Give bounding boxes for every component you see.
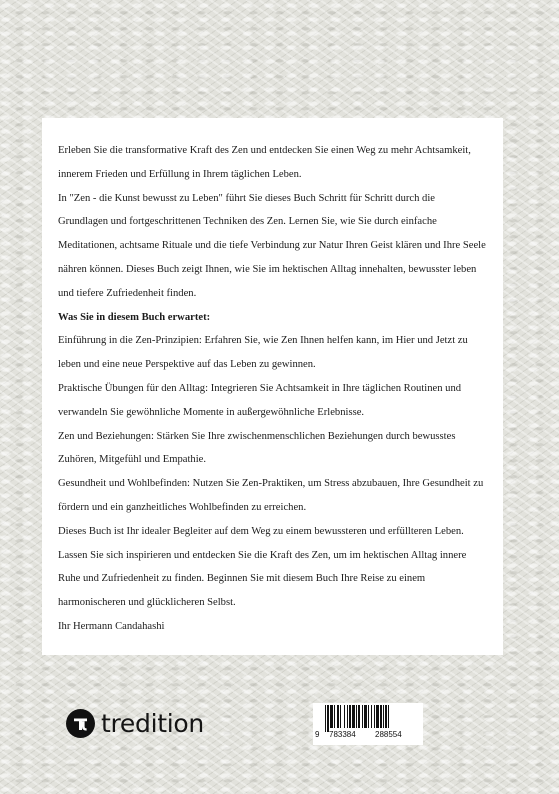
contents-item-health: Gesundheit und Wohlbefinden: Nutzen Sie Zen-Praktiken, um Stress abzubauen, Ihre Gesundheit zu fördern und ein ganzheitliches Wohlbefinden zu erreichen. [58, 478, 484, 513]
contents-item-exercises: Praktische Übungen für den Alltag: Integrieren Sie Achtsamkeit in Ihre täglichen Routinen und verwandeln Sie gewöhnliche Momente in außergewöhnliche Erlebnisse. [58, 382, 462, 418]
blurb-panel [42, 118, 503, 655]
author-signoff: Ihr Hermann Candahashi [58, 620, 165, 632]
barcode-first-digit: 9 [315, 730, 320, 739]
isbn-barcode [313, 703, 423, 745]
closing-paragraph: Dieses Buch ist Ihr idealer Begleiter auf dem Weg zu einem bewussteren und erfüllteren Leben. Lassen Sie sich inspirieren und entdecken Sie die Kraft des Zen, um im hektischen Alltag innere Ruhe und Zufriedenheit zu finden. Beginnen Sie mit diesem Buch Ihre Reise zu einem harmonischeren und glücklicheren Selbst. [58, 525, 467, 609]
barcode-right-group: 288554 [375, 730, 402, 739]
intro-paragraph: Erleben Sie die transformative Kraft des Zen und entdecken Sie einen Weg zu mehr Achtsamkeit, innerem Frieden und Erfüllung in Ihrem täglichen Leben. [58, 145, 471, 180]
publisher-logo [66, 707, 204, 739]
tredition-logo-icon [66, 709, 95, 738]
overview-paragraph: In "Zen - die Kunst bewusst zu Leben" führt Sie dieses Buch Schritt für Schritt durch die Grundlagen und fortgeschrittenen Techniken des Zen. Lernen Sie, wie Sie durch einfache Meditationen, achtsame Rituale und die tiefe Verbindung zur Natur Ihren Geist klären und Ihre Seele nähren können. Dieses Buch zeigt Ihnen, wie Sie im hektischen Alltag innehalten, bewusster leben und tiefere Zufriedenheit finden. [58, 192, 486, 299]
contents-item-relationships: Zen und Beziehungen: Stärken Sie Ihre zwischenmenschlichen Beziehungen durch bewusstes Zuhören, Mitgefühl und Empathie. [58, 430, 456, 466]
publisher-name: tredition [101, 708, 204, 738]
barcode-number [313, 729, 423, 741]
contents-heading: Was Sie in diesem Buch erwartet: [58, 311, 211, 323]
barcode-left-group: 783384 [329, 730, 356, 739]
contents-item-principles: Einführung in die Zen-Prinzipien: Erfahren Sie, wie Zen Ihnen helfen kann, im Hier und Jetzt zu leben und eine neue Perspektive auf das Leben zu gewinnen. [58, 335, 468, 371]
